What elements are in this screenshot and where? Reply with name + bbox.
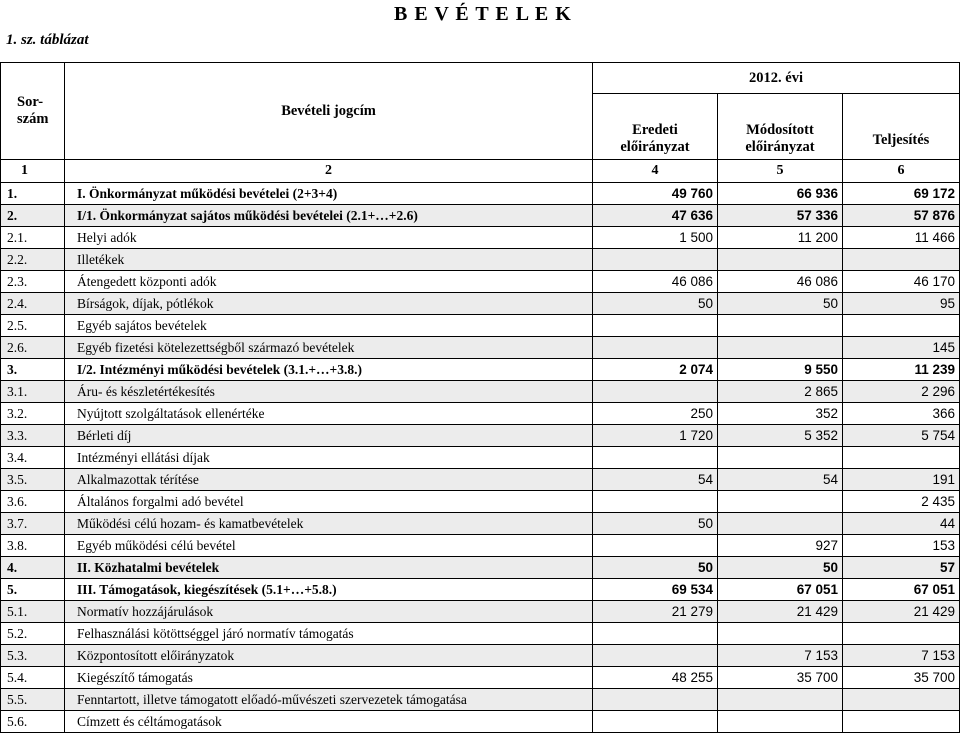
header-year: 2012. évi bbox=[593, 63, 960, 94]
row-label: Átengedett központi adók bbox=[65, 271, 593, 293]
row-eredeti-value bbox=[593, 535, 718, 557]
row-teljesites-value bbox=[843, 447, 960, 469]
row-label: Egyéb sajátos bevételek bbox=[65, 315, 593, 337]
row-eredeti-value: 50 bbox=[593, 557, 718, 579]
row-eredeti-value bbox=[593, 381, 718, 403]
table-row bbox=[1, 711, 960, 733]
row-teljesites-value: 145 bbox=[843, 337, 960, 359]
row-teljesites-value: 2 435 bbox=[843, 491, 960, 513]
row-code: 2.3. bbox=[1, 271, 65, 293]
row-eredeti-value bbox=[593, 623, 718, 645]
row-eredeti-value bbox=[593, 689, 718, 711]
row-teljesites-value: 7 153 bbox=[843, 645, 960, 667]
row-code: 5.6. bbox=[1, 711, 65, 733]
column-number: 5 bbox=[718, 160, 843, 183]
table-row bbox=[1, 315, 960, 337]
row-teljesites-value bbox=[843, 689, 960, 711]
row-teljesites-value: 2 296 bbox=[843, 381, 960, 403]
row-modositott-value bbox=[718, 249, 843, 271]
table-row bbox=[1, 557, 960, 579]
row-eredeti-value bbox=[593, 315, 718, 337]
column-number: 4 bbox=[593, 160, 718, 183]
row-eredeti-value bbox=[593, 491, 718, 513]
row-eredeti-value bbox=[593, 645, 718, 667]
table-row bbox=[1, 183, 960, 205]
row-code: 2. bbox=[1, 205, 65, 227]
row-label: Bérleti díj bbox=[65, 425, 593, 447]
row-code: 3.2. bbox=[1, 403, 65, 425]
table-row bbox=[1, 447, 960, 469]
row-label: Illetékek bbox=[65, 249, 593, 271]
row-label: Általános forgalmi adó bevétel bbox=[65, 491, 593, 513]
row-code: 4. bbox=[1, 557, 65, 579]
row-code: 5.4. bbox=[1, 667, 65, 689]
header-row-1 bbox=[1, 63, 960, 94]
row-label: II. Közhatalmi bevételek bbox=[65, 557, 593, 579]
row-modositott-value: 11 200 bbox=[718, 227, 843, 249]
row-code: 3.4. bbox=[1, 447, 65, 469]
row-label: Kiegészítő támogatás bbox=[65, 667, 593, 689]
row-teljesites-value: 57 bbox=[843, 557, 960, 579]
row-eredeti-value: 54 bbox=[593, 469, 718, 491]
row-code: 5.2. bbox=[1, 623, 65, 645]
table-number-label: 1. sz. táblázat bbox=[6, 32, 89, 48]
table-row bbox=[1, 645, 960, 667]
row-modositott-value bbox=[718, 447, 843, 469]
row-label: I. Önkormányzat működési bevételei (2+3+4) bbox=[65, 183, 593, 205]
row-label: Egyéb fizetési kötelezettségből származó bevételek bbox=[65, 337, 593, 359]
row-modositott-value: 67 051 bbox=[718, 579, 843, 601]
table-row bbox=[1, 337, 960, 359]
row-code: 3.7. bbox=[1, 513, 65, 535]
row-eredeti-value: 2 074 bbox=[593, 359, 718, 381]
row-modositott-value: 50 bbox=[718, 557, 843, 579]
row-label: Felhasználási kötöttséggel járó normatív támogatás bbox=[65, 623, 593, 645]
row-label: Áru- és készletértékesítés bbox=[65, 381, 593, 403]
row-label: Normatív hozzájárulások bbox=[65, 601, 593, 623]
row-modositott-value: 9 550 bbox=[718, 359, 843, 381]
row-modositott-value: 50 bbox=[718, 293, 843, 315]
row-teljesites-value: 11 239 bbox=[843, 359, 960, 381]
table-row bbox=[1, 491, 960, 513]
table-row bbox=[1, 623, 960, 645]
row-teljesites-value: 5 754 bbox=[843, 425, 960, 447]
row-modositott-value: 352 bbox=[718, 403, 843, 425]
row-modositott-value bbox=[718, 315, 843, 337]
row-teljesites-value: 191 bbox=[843, 469, 960, 491]
row-code: 1. bbox=[1, 183, 65, 205]
row-teljesites-value: 67 051 bbox=[843, 579, 960, 601]
table-row bbox=[1, 689, 960, 711]
row-teljesites-value: 366 bbox=[843, 403, 960, 425]
header-eredeti: Eredeti előirányzat bbox=[593, 94, 718, 160]
table-row bbox=[1, 205, 960, 227]
column-number: 1 bbox=[1, 160, 65, 183]
row-eredeti-value: 47 636 bbox=[593, 205, 718, 227]
row-modositott-value bbox=[718, 711, 843, 733]
row-label: Intézményi ellátási díjak bbox=[65, 447, 593, 469]
row-code: 5.3. bbox=[1, 645, 65, 667]
row-code: 3.5. bbox=[1, 469, 65, 491]
row-eredeti-value: 49 760 bbox=[593, 183, 718, 205]
row-label: Alkalmazottak térítése bbox=[65, 469, 593, 491]
table-row bbox=[1, 469, 960, 491]
row-code: 5.1. bbox=[1, 601, 65, 623]
row-code: 3. bbox=[1, 359, 65, 381]
row-modositott-value bbox=[718, 623, 843, 645]
row-label: Nyújtott szolgáltatások ellenértéke bbox=[65, 403, 593, 425]
table-row bbox=[1, 579, 960, 601]
table-row bbox=[1, 667, 960, 689]
row-modositott-value: 927 bbox=[718, 535, 843, 557]
row-eredeti-value: 1 720 bbox=[593, 425, 718, 447]
row-eredeti-value: 1 500 bbox=[593, 227, 718, 249]
row-code: 2.5. bbox=[1, 315, 65, 337]
header-teljesites: Teljesítés bbox=[843, 94, 960, 160]
row-label: Címzett és céltámogatások bbox=[65, 711, 593, 733]
row-modositott-value: 21 429 bbox=[718, 601, 843, 623]
row-eredeti-value: 250 bbox=[593, 403, 718, 425]
row-modositott-value: 35 700 bbox=[718, 667, 843, 689]
row-eredeti-value bbox=[593, 249, 718, 271]
row-teljesites-value: 44 bbox=[843, 513, 960, 535]
row-eredeti-value bbox=[593, 711, 718, 733]
row-modositott-value bbox=[718, 337, 843, 359]
row-eredeti-value bbox=[593, 447, 718, 469]
row-code: 2.6. bbox=[1, 337, 65, 359]
row-teljesites-value: 21 429 bbox=[843, 601, 960, 623]
row-modositott-value: 57 336 bbox=[718, 205, 843, 227]
table-row bbox=[1, 271, 960, 293]
row-label: Egyéb működési célú bevétel bbox=[65, 535, 593, 557]
row-teljesites-value: 11 466 bbox=[843, 227, 960, 249]
row-modositott-value bbox=[718, 689, 843, 711]
row-modositott-value: 54 bbox=[718, 469, 843, 491]
row-label: I/2. Intézményi működési bevételek (3.1.+…+3.8.) bbox=[65, 359, 593, 381]
row-teljesites-value: 95 bbox=[843, 293, 960, 315]
table-row bbox=[1, 381, 960, 403]
row-label: Bírságok, díjak, pótlékok bbox=[65, 293, 593, 315]
row-teljesites-value bbox=[843, 249, 960, 271]
row-modositott-value: 5 352 bbox=[718, 425, 843, 447]
row-teljesites-value: 35 700 bbox=[843, 667, 960, 689]
row-label: Központosított előirányzatok bbox=[65, 645, 593, 667]
row-code: 3.6. bbox=[1, 491, 65, 513]
row-teljesites-value bbox=[843, 623, 960, 645]
row-modositott-value bbox=[718, 491, 843, 513]
row-label: I/1. Önkormányzat sajátos működési bevételei (2.1+…+2.6) bbox=[65, 205, 593, 227]
table-row bbox=[1, 227, 960, 249]
row-teljesites-value: 153 bbox=[843, 535, 960, 557]
row-label: III. Támogatások, kiegészítések (5.1+…+5.8.) bbox=[65, 579, 593, 601]
table-row bbox=[1, 601, 960, 623]
row-eredeti-value: 48 255 bbox=[593, 667, 718, 689]
row-eredeti-value: 50 bbox=[593, 513, 718, 535]
row-code: 5.5. bbox=[1, 689, 65, 711]
row-modositott-value bbox=[718, 513, 843, 535]
revenue-table bbox=[0, 62, 960, 733]
column-number-row bbox=[1, 160, 960, 183]
header-sorszam: Sor- szám bbox=[1, 63, 65, 160]
page-title: B E V É T E L E K bbox=[394, 3, 572, 25]
header-jogcim: Bevételi jogcím bbox=[65, 63, 593, 160]
column-number: 6 bbox=[843, 160, 960, 183]
row-eredeti-value bbox=[593, 337, 718, 359]
row-eredeti-value: 69 534 bbox=[593, 579, 718, 601]
row-teljesites-value bbox=[843, 315, 960, 337]
row-modositott-value: 66 936 bbox=[718, 183, 843, 205]
row-eredeti-value: 21 279 bbox=[593, 601, 718, 623]
row-modositott-value: 7 153 bbox=[718, 645, 843, 667]
table-row bbox=[1, 359, 960, 381]
row-label: Fenntartott, illetve támogatott előadó-művészeti szervezetek támogatása bbox=[65, 689, 593, 711]
row-code: 3.3. bbox=[1, 425, 65, 447]
row-code: 2.4. bbox=[1, 293, 65, 315]
row-code: 3.8. bbox=[1, 535, 65, 557]
table-row bbox=[1, 425, 960, 447]
table-row bbox=[1, 513, 960, 535]
row-teljesites-value bbox=[843, 711, 960, 733]
row-eredeti-value: 46 086 bbox=[593, 271, 718, 293]
row-code: 5. bbox=[1, 579, 65, 601]
row-teljesites-value: 57 876 bbox=[843, 205, 960, 227]
row-teljesites-value: 69 172 bbox=[843, 183, 960, 205]
row-modositott-value: 46 086 bbox=[718, 271, 843, 293]
table-row bbox=[1, 535, 960, 557]
column-number: 2 bbox=[65, 160, 593, 183]
table-row bbox=[1, 293, 960, 315]
row-label: Helyi adók bbox=[65, 227, 593, 249]
row-label: Működési célú hozam- és kamatbevételek bbox=[65, 513, 593, 535]
row-modositott-value: 2 865 bbox=[718, 381, 843, 403]
row-code: 2.2. bbox=[1, 249, 65, 271]
table-row bbox=[1, 403, 960, 425]
row-code: 2.1. bbox=[1, 227, 65, 249]
row-code: 3.1. bbox=[1, 381, 65, 403]
table-row bbox=[1, 249, 960, 271]
row-eredeti-value: 50 bbox=[593, 293, 718, 315]
row-teljesites-value: 46 170 bbox=[843, 271, 960, 293]
header-modositott: Módosított előirányzat bbox=[718, 94, 843, 160]
